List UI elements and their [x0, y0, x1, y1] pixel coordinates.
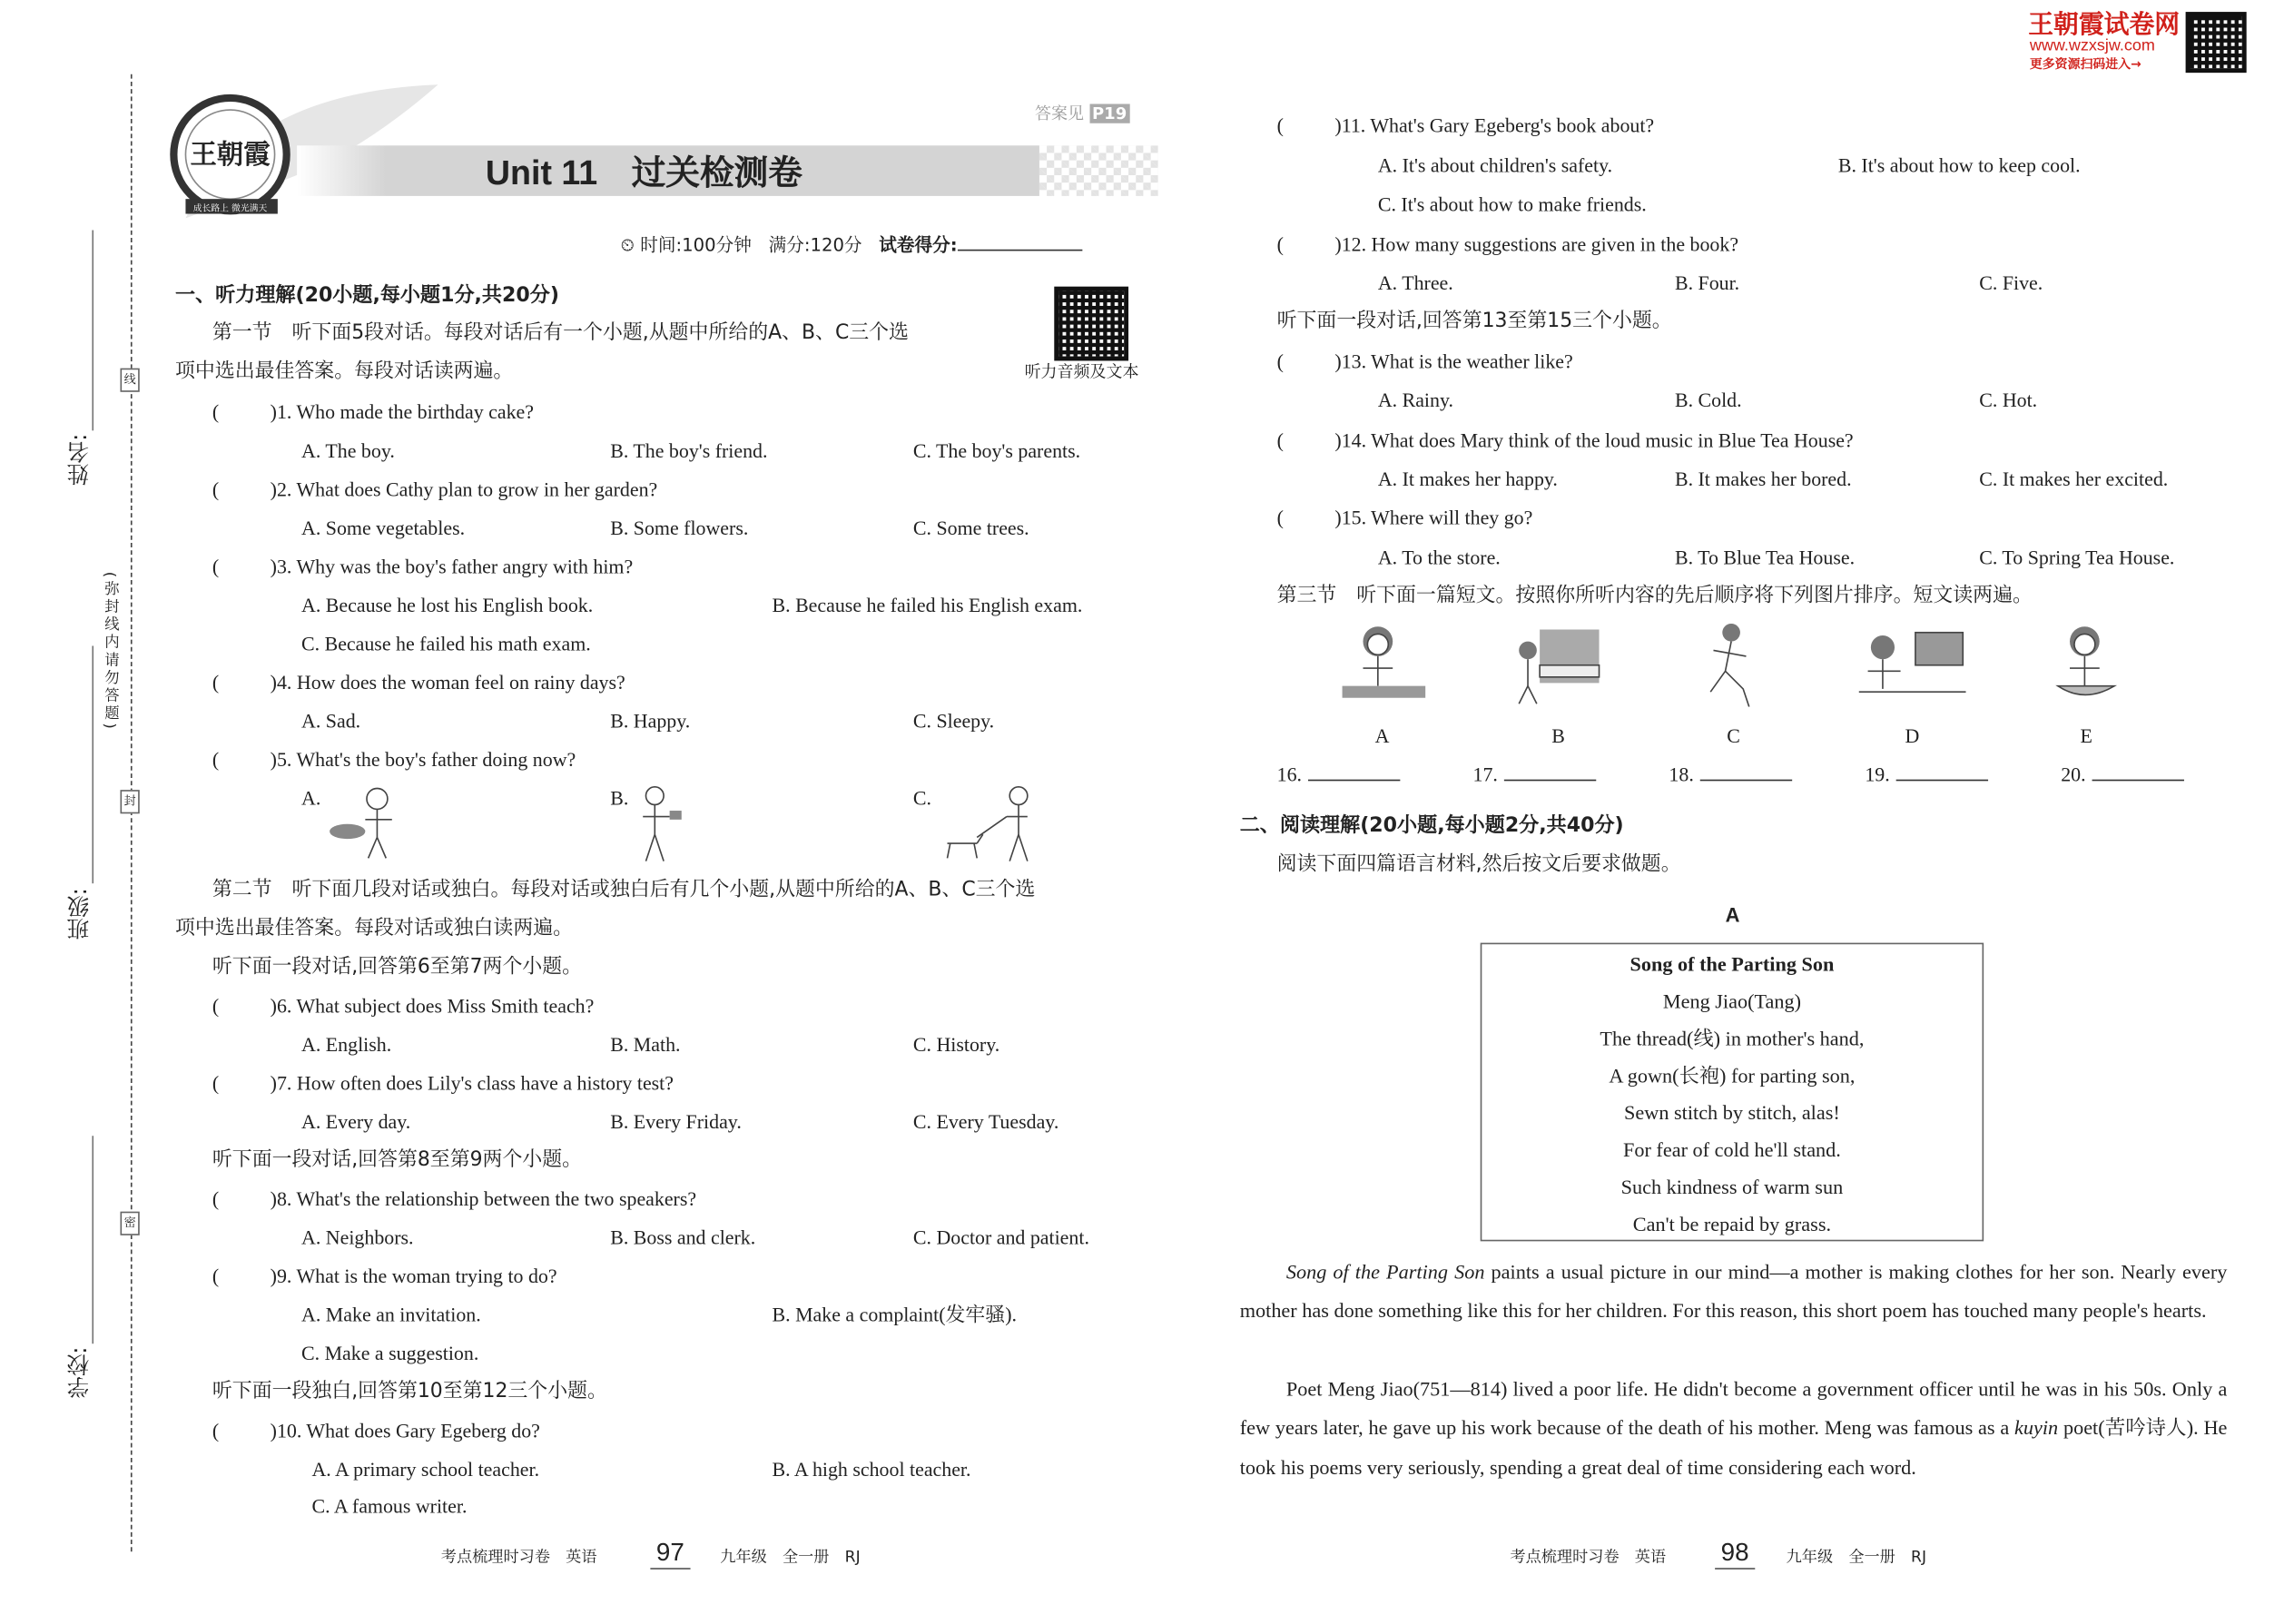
question-4: [212, 670, 625, 696]
option-5a[interactable]: A.: [301, 786, 321, 810]
picture-label-a: A: [1374, 724, 1390, 747]
option-15c[interactable]: C. To Spring Tea House.: [1979, 546, 2175, 569]
option-15b[interactable]: B. To Blue Tea House.: [1674, 546, 1856, 569]
option-11a[interactable]: A. It's about children's safety.: [1377, 154, 1613, 177]
question-text: )4. How does the woman feel on rainy days?: [270, 671, 625, 694]
seal-mark-line: 线: [120, 369, 139, 392]
brand-url[interactable]: www.wzxsjw.com: [2029, 36, 2155, 55]
picture-c-running: [1693, 621, 1767, 713]
brand-qr-code[interactable]: [2186, 12, 2247, 73]
option-10c[interactable]: C. A famous writer.: [311, 1495, 468, 1518]
passage-paragraph-1: [1240, 1253, 2228, 1331]
option-8a[interactable]: A. Neighbors.: [301, 1226, 414, 1249]
time-limit: 时间:100分钟: [640, 234, 752, 256]
svg-text:王朝霞: 王朝霞: [190, 137, 271, 170]
answer-field[interactable]: [1308, 762, 1400, 781]
question-15: [1277, 505, 1533, 531]
picture-label-d: D: [1905, 724, 1920, 747]
answer-ref-label: 答案见: [1035, 103, 1084, 123]
class-field-line[interactable]: [92, 645, 94, 883]
option-10a[interactable]: A. A primary school teacher.: [311, 1458, 540, 1481]
qr-caption: 听力音频及文本: [1024, 362, 1139, 382]
option-13c[interactable]: C. Hot.: [1979, 389, 2038, 412]
sec2-instruction: 第二节 听下面几段对话或独白。每段对话或独白后有几个小题,从题中所给的A、B、C三个选: [212, 879, 1036, 901]
option-4c[interactable]: C. Sleepy.: [912, 709, 995, 733]
svg-text:成长路上 微光满天: 成长路上 微光满天: [192, 203, 268, 214]
option-7b[interactable]: B. Every Friday.: [610, 1110, 742, 1133]
answer-field[interactable]: [1503, 762, 1595, 781]
passage-label: A: [1725, 904, 1740, 927]
sec1-instruction-cont: 项中选出最佳答案。每段对话读两遍。: [175, 360, 514, 383]
name-label: 姓名:: [64, 433, 93, 486]
blank-number: 17.: [1472, 763, 1498, 786]
paragraph-text: poet(苦吟诗人). He took his poems very seriously, spending a great deal of time considering each word.: [1239, 1417, 2228, 1479]
blank-number: 20.: [2061, 763, 2086, 786]
option-6c[interactable]: C. History.: [912, 1033, 1000, 1056]
cooking-man-picture: [327, 784, 410, 861]
audio-qr-code[interactable]: [1054, 287, 1128, 361]
footer-left-series: 考点梳理时习卷 英语: [440, 1548, 597, 1567]
question-text: )5. What's the boy's father doing now?: [270, 748, 576, 771]
picture-label-e: E: [2080, 724, 2092, 747]
option-4a[interactable]: A. Sad.: [301, 709, 361, 733]
instruction-8-9: 听下面一段对话,回答第8至第9两个小题。: [212, 1148, 583, 1172]
answer-blank-19[interactable]: [1865, 762, 1987, 788]
sec2-instruction-cont: 项中选出最佳答案。每段对话或独白读两遍。: [175, 917, 574, 940]
poem-line: A gown(长袍) for parting son,: [1609, 1064, 1856, 1088]
poem-title: Song of the Parting Son: [1629, 953, 1835, 976]
poem-line: The thread(线) in mother's hand,: [1600, 1027, 1865, 1050]
picture-a-girl-cooking: [1334, 621, 1432, 713]
question-14: [1277, 428, 1854, 454]
footer-right-series: 考点梳理时习卷 英语: [1510, 1548, 1667, 1567]
option-5b[interactable]: B.: [610, 786, 629, 810]
sec1-instruction: 第一节 听下面5段对话。每段对话后有一个小题,从题中所给的A、B、C三个选: [212, 321, 909, 345]
answer-blank-20[interactable]: [2061, 762, 2183, 788]
option-14c[interactable]: C. It makes her excited.: [1979, 468, 2169, 490]
question-12: [1277, 231, 1738, 258]
part1-heading: 一、听力理解(20小题,每小题1分,共20分): [175, 283, 559, 308]
question-text: )1. Who made the birthday cake?: [270, 400, 534, 424]
answer-ref: [1035, 101, 1129, 127]
answer-field[interactable]: [2092, 762, 2183, 781]
question-1: [212, 399, 534, 426]
option-13a[interactable]: A. Rainy.: [1377, 389, 1453, 412]
passage-paragraph-2: [1240, 1371, 2228, 1489]
option-9a[interactable]: A. Make an invitation.: [301, 1304, 481, 1326]
question-text: )12. How many suggestions are given in the book?: [1334, 232, 1739, 256]
option-1b[interactable]: B. The boy's friend.: [610, 439, 768, 462]
blank-number: 19.: [1865, 763, 1890, 786]
option-7a[interactable]: A. Every day.: [301, 1110, 411, 1133]
poem-line: Such kindness of warm sun: [1620, 1176, 1844, 1198]
option-12b[interactable]: B. Four.: [1674, 271, 1740, 294]
option-8b[interactable]: B. Boss and clerk.: [610, 1226, 756, 1249]
picture-label-c: C: [1727, 724, 1740, 747]
option-3b[interactable]: B. Because he failed his English exam.: [772, 594, 1083, 616]
option-12c[interactable]: C. Five.: [1979, 271, 2043, 294]
option-11c[interactable]: C. It's about how to make friends.: [1377, 192, 1647, 216]
option-1c[interactable]: C. The boy's parents.: [912, 439, 1081, 462]
option-9c[interactable]: C. Make a suggestion.: [301, 1342, 479, 1365]
answer-blank-18[interactable]: [1669, 762, 1791, 788]
page-title: Unit 11 过关检测卷: [485, 153, 802, 192]
poem-box: [1481, 943, 1984, 1242]
poem-line: Sewn stitch by stitch, alas!: [1624, 1101, 1840, 1125]
score-label: 试卷得分:: [879, 234, 958, 256]
page-number-97: 97: [650, 1538, 690, 1569]
option-2a[interactable]: A. Some vegetables.: [301, 517, 466, 539]
option-5c[interactable]: C.: [912, 786, 931, 810]
man-walking-dog-picture: [935, 784, 1039, 864]
blank-number: 16.: [1276, 763, 1303, 786]
question-5: [212, 747, 576, 773]
question-text: )9. What is the woman trying to do?: [270, 1265, 557, 1288]
exam-meta: [621, 231, 1082, 258]
class-label: 班级:: [64, 888, 93, 940]
option-11b[interactable]: B. It's about how to keep cool.: [1837, 154, 2081, 177]
answer-field[interactable]: [1895, 762, 1987, 781]
option-10b[interactable]: B. A high school teacher.: [772, 1458, 971, 1481]
option-4b[interactable]: B. Happy.: [610, 709, 691, 733]
question-text: )2. What does Cathy plan to grow in her garden?: [270, 477, 658, 501]
option-14a[interactable]: A. It makes her happy.: [1377, 468, 1558, 490]
question-text: )13. What is the weather like?: [1334, 350, 1573, 373]
option-9b[interactable]: B. Make a complaint(发牢骚).: [772, 1304, 1017, 1326]
question-6: [212, 993, 594, 1019]
man-walking-picture: [631, 784, 690, 864]
picture-label-b: B: [1551, 724, 1565, 747]
option-15a[interactable]: A. To the store.: [1377, 546, 1501, 569]
poem-line: For fear of cold he'll stand.: [1622, 1138, 1841, 1162]
question-8: [212, 1186, 696, 1213]
answer-blank-17[interactable]: [1473, 762, 1596, 788]
question-text: )14. What does Mary think of the loud music in Blue Tea House?: [1334, 428, 1854, 452]
question-text: )6. What subject does Miss Smith teach?: [270, 994, 595, 1018]
paragraph-text: paints a usual picture in our mind—a mother is making clothes for her son. Nearly every mother has done something like this for her children. For this reason, this short poem has touched many people's hearts.: [1239, 1260, 2228, 1323]
question-text: )7. How often does Lily's class have a history test?: [270, 1071, 674, 1095]
instruction-10-12: 听下面一段独白,回答第10至第12三个小题。: [212, 1381, 607, 1403]
blank-number: 18.: [1669, 763, 1694, 786]
part2-intro: 阅读下面四篇语言材料,然后按文后要求做题。: [1276, 853, 1681, 877]
option-8c[interactable]: C. Doctor and patient.: [912, 1226, 1089, 1249]
banner-checker-decoration: [1039, 145, 1158, 196]
answer-blank-16[interactable]: [1277, 762, 1400, 788]
answer-field[interactable]: [1699, 762, 1791, 781]
brand-cta: 更多资源扫码进入→: [2029, 57, 2141, 74]
sec3-instruction: 第三节 听下面一篇短文。按照你所听内容的先后顺序将下列图片排序。短文读两遍。: [1276, 585, 2033, 607]
seal-mark-secret: 密: [120, 1212, 139, 1235]
option-2b[interactable]: B. Some flowers.: [610, 517, 749, 539]
answer-page-badge[interactable]: P19: [1089, 103, 1130, 123]
question-7: [212, 1070, 674, 1097]
option-3a[interactable]: A. Because he lost his English book.: [301, 594, 594, 616]
question-3: [212, 554, 633, 580]
option-14b[interactable]: B. It makes her bored.: [1674, 468, 1852, 490]
option-2c[interactable]: C. Some trees.: [912, 517, 1029, 539]
question-13: [1277, 349, 1573, 375]
question-text: )10. What does Gary Egeberg do?: [270, 1419, 540, 1442]
poem-line: Can't be repaid by grass.: [1632, 1213, 1832, 1235]
poem-title-ref: Song of the Parting Son: [1285, 1260, 1485, 1284]
option-12a[interactable]: A. Three.: [1377, 271, 1453, 294]
option-1a[interactable]: A. The boy.: [301, 439, 395, 462]
option-13b[interactable]: B. Cold.: [1674, 389, 1742, 412]
question-10: [212, 1418, 540, 1444]
name-field-line[interactable]: [92, 231, 94, 431]
option-3c[interactable]: C. Because he failed his math exam.: [301, 632, 591, 655]
instruction-6-7: 听下面一段对话,回答第6至第7两个小题。: [212, 956, 583, 979]
clock-icon: ⏲: [620, 234, 635, 256]
poem-author: Meng Jiao(Tang): [1662, 989, 1802, 1013]
picture-e-girl-with-bowl: [2046, 621, 2135, 713]
question-text: )8. What's the relationship between the two speakers?: [270, 1187, 697, 1211]
school-field-line[interactable]: [92, 1136, 94, 1343]
part2-heading: 二、阅读理解(20小题,每小题2分,共40分): [1239, 813, 1624, 838]
seal-note: (弥封线内请勿答题): [101, 571, 118, 733]
kuyin-term: kuyin: [2013, 1417, 2059, 1440]
brand-name: 王朝霞试卷网: [2028, 10, 2181, 41]
picture-d-computer: [1856, 626, 1969, 713]
school-label: 学校:: [64, 1346, 93, 1399]
footer-right-grade: 九年级 全一册 RJ: [1786, 1548, 1927, 1567]
question-2: [212, 477, 657, 503]
picture-b-playing-piano: [1507, 621, 1605, 713]
footer-left-grade: 九年级 全一册 RJ: [720, 1548, 861, 1567]
full-score: 满分:120分: [768, 234, 862, 256]
option-6a[interactable]: A. English.: [301, 1033, 392, 1056]
question-text: )3. Why was the boy's father angry with him?: [270, 555, 634, 578]
paragraph-text: Poet Meng Jiao(751—814) lived a poor life. He didn't become a government officer until he was in his 50s. Only a few years later, he gave up his work because of the death of his mother. Meng was famous as a: [1239, 1377, 2228, 1440]
question-11: [1277, 113, 1655, 139]
question-text: )11. What's Gary Egeberg's book about?: [1334, 113, 1655, 137]
score-field[interactable]: [958, 231, 1082, 251]
seal-mark-seal: 封: [120, 790, 139, 813]
instruction-13-15: 听下面一段对话,回答第13至第15三个小题。: [1276, 310, 1672, 333]
question-9: [212, 1264, 557, 1290]
question-text: )15. Where will they go?: [1334, 506, 1533, 529]
page-number-98: 98: [1715, 1538, 1755, 1569]
option-7c[interactable]: C. Every Tuesday.: [912, 1110, 1059, 1133]
option-6b[interactable]: B. Math.: [610, 1033, 681, 1056]
